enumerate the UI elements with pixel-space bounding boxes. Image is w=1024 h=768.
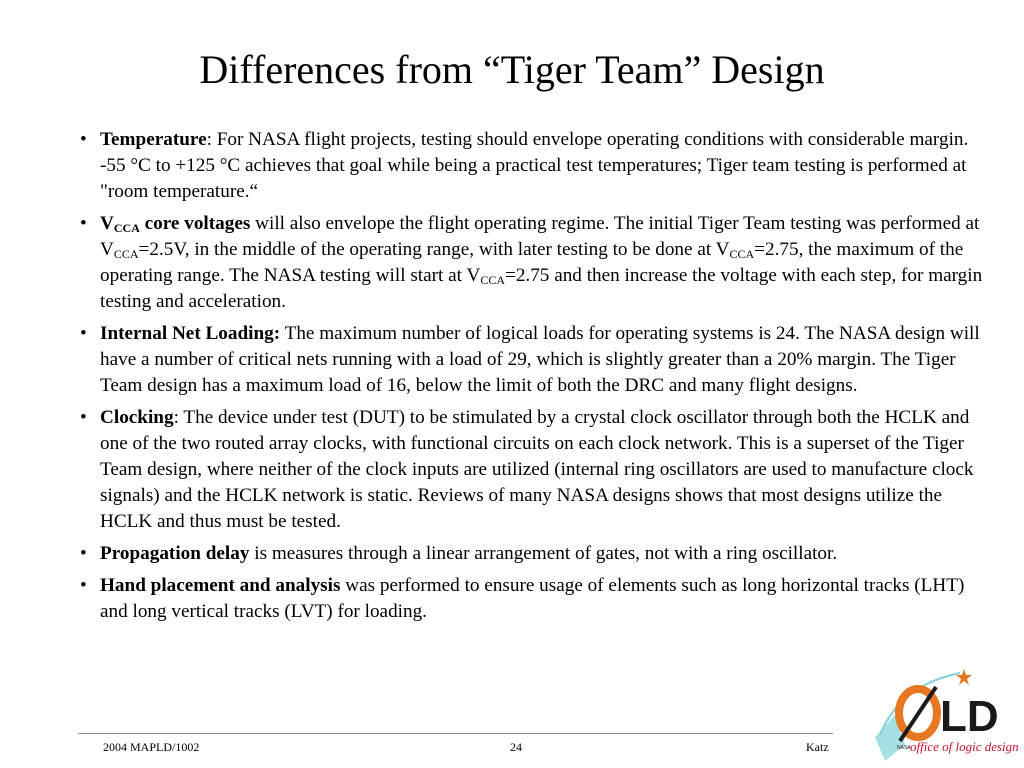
- bullet-text: : The device under test (DUT) to be stimulated by a crystal clock oscillator through both the HCLK and one of the two routed array clocks, with functional circuits on each clock network. This is a superset of the Tiger Team design, where neither of the clock inputs are utilized (internal ring oscillators are used to manufacture clock signals) and the HCLK network is static. Reviews of many NASA designs shows that most designs utilize the HCLK and thus must be tested.: [100, 407, 974, 532]
- bullet-lead: Clocking: [100, 407, 174, 428]
- slide-title: Differences from “Tiger Team” Design: [199, 47, 825, 92]
- bullet-internal-net-loading: [78, 321, 983, 399]
- footer-page-number: 24: [510, 740, 522, 754]
- logo-caption: office of logic design: [910, 739, 1019, 754]
- footer-divider: [78, 733, 833, 734]
- bullet-clocking: [78, 405, 983, 535]
- bullet-marker: •: [80, 543, 87, 564]
- office-of-logic-design-logo: [860, 665, 1020, 765]
- bullet-core-voltages: [78, 211, 983, 315]
- bullet-propagation-delay: [78, 541, 983, 567]
- bullet-lead: $V_{CCA}$ core voltages: [100, 213, 251, 235]
- bullet-text: will also envelope the flight operating regime. The initial Tiger Team testing was performed at $V_{CCA}=2.5V$, in the middle of the operating range, with later testing to be done at $V_{CCA}=2.75$, the maximum of the operating range. The NASA testing will start at $V_{CCA}=2.75$ and then increase the voltage with each step, for margin testing and acceleration.: [100, 213, 983, 312]
- footer-author: Katz: [806, 740, 829, 754]
- bullet-lead: Temperature: [100, 129, 207, 150]
- bullet-lead: Hand placement and analysis: [100, 575, 341, 596]
- bullet-list: [78, 127, 983, 631]
- bullet-marker: •: [80, 129, 87, 150]
- bullet-marker: •: [80, 213, 87, 234]
- logo-mark-text: LD: [940, 692, 999, 741]
- bullet-lead: Internal Net Loading:: [100, 323, 281, 344]
- bullet-marker: •: [80, 323, 87, 344]
- bullet-hand-placement: [78, 573, 983, 625]
- bullet-text: was performed to ensure usage of elements such as long horizontal tracks (LHT) and long vertical tracks (LVT) for loading.: [100, 575, 965, 622]
- star-icon: [956, 669, 972, 685]
- logo-small-text: NASA: [897, 745, 911, 751]
- bullet-text: is measures through a linear arrangement of gates, not with a ring oscillator.: [249, 543, 838, 564]
- bullet-marker: •: [80, 407, 87, 428]
- bullet-text: : For NASA flight projects, testing should envelope operating conditions with considerable margin. -55 °C to +125 °C achieves that goal while being a practical test temperatures; Tiger team testing is performed at "room temperature.“: [100, 129, 969, 202]
- bullet-text: The maximum number of logical loads for operating systems is 24. The NASA design will have a number of critical nets running with a load of 29, which is slightly greater than a 20% margin. The Tiger Team design has a maximum load of 16, below the limit of both the DRC and many flight designs.: [100, 323, 980, 396]
- bullet-marker: •: [80, 575, 87, 596]
- bullet-lead: Propagation delay: [100, 543, 250, 564]
- bullet-temperature: [78, 127, 983, 205]
- footer-conference: 2004 MAPLD/1002: [103, 740, 200, 754]
